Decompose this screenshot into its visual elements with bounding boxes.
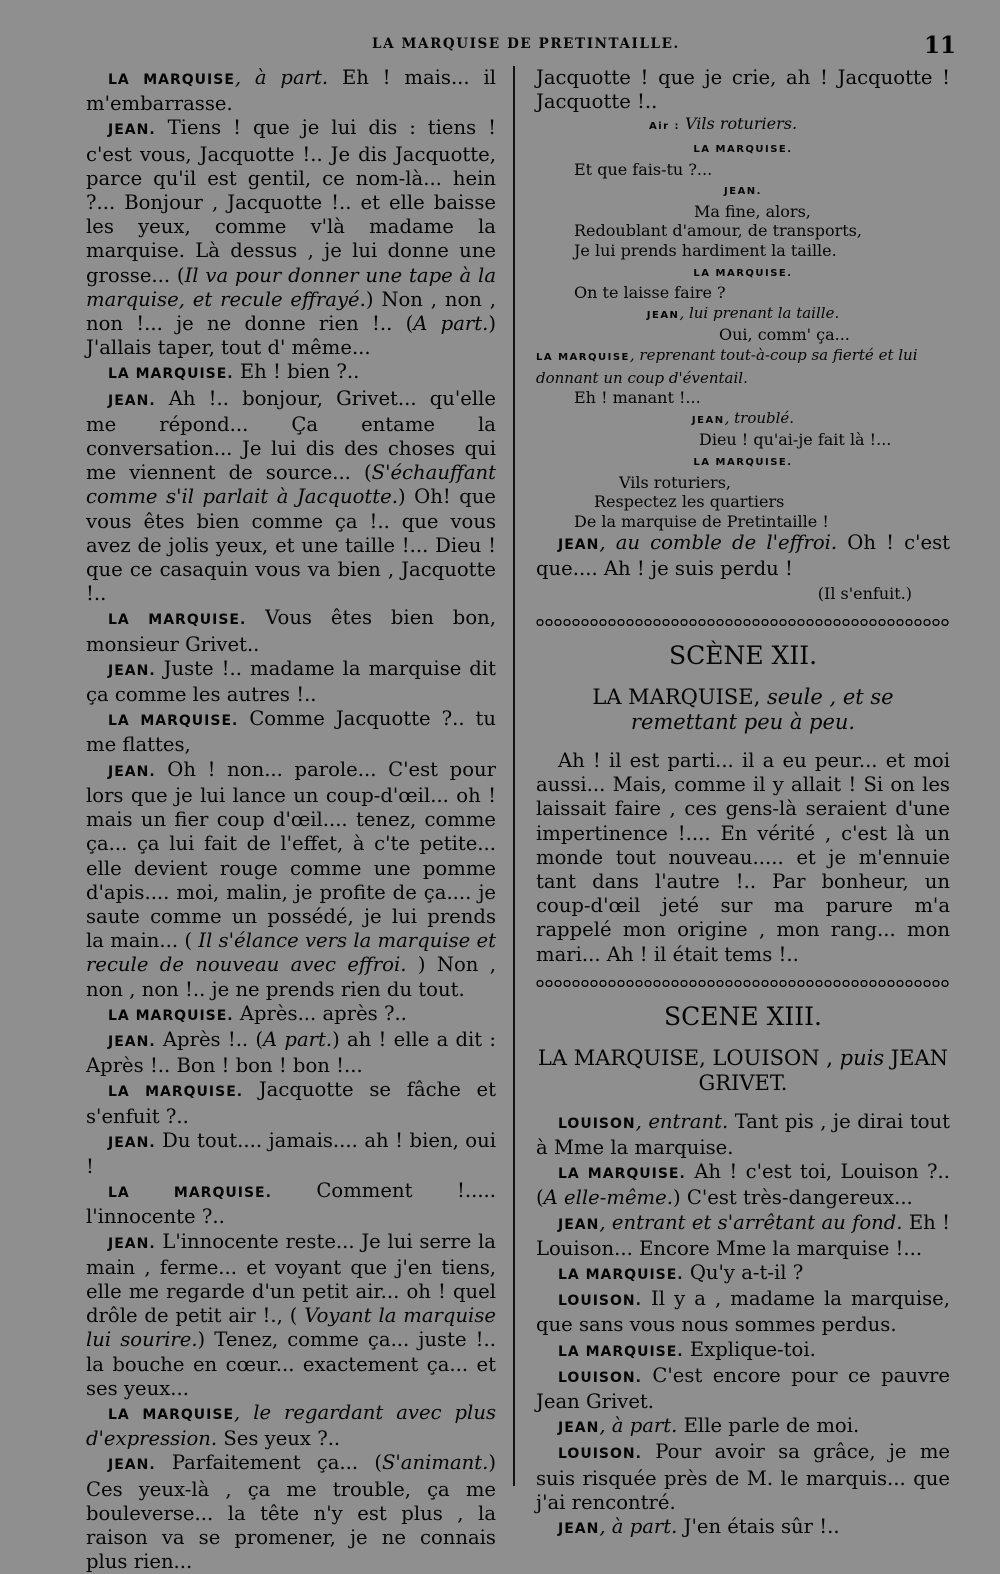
speech-text: Il y a , madame la marquise, que sans vous nous sommes perdus. [536,1287,950,1337]
song-line: Je lui prends hardiment la taille. [574,240,837,260]
speaker-name: LOUISON. [558,1293,642,1310]
speech-text: Eh ! bien ?.. [233,360,360,384]
speech-text: Vous êtes bien bon, monsieur Grivet.. [86,606,496,656]
speech-text: Ah !.. bonjour, Grivet... qu'elle me répond... Ça entame la conversation... Je lui dis des choses qui me viennent de source... ( [86,386,496,485]
ornament-divider [536,979,950,988]
stage-direction: , à part. [599,1514,678,1538]
speech-text: Ses yeux ?.. [217,1427,341,1451]
speech-text: Du tout.... jamais.... ah ! bien, oui ! [86,1128,496,1178]
speech-text: Parfaitement ça... ( [155,1451,382,1475]
speech-text: Tiens ! que je lui dis : tiens ! c'est vous, Jacquotte !.. Je dis Jacquotte, parce qu'il est gentil, ce nom-là... hein ?... Bonjour , Jacquotte !.. et elle baisse les yeux, comme v'là madame la marquise. Là dessus , je lui donne une grosse... ( [86,116,496,287]
scene-cast [536,685,950,735]
song-speaker [536,261,950,284]
song-speaker [536,303,950,326]
song-line: On te laisse faire ? [574,283,726,303]
speech-text: Eh ! Louison... Encore Mme la marquise !... [536,1210,950,1260]
speaker-name: LA MARQUISE. [108,1185,272,1202]
speaker-name: LA MARQUISE. [693,144,793,155]
speech-text: Eh ! mais... il m'embarrasse. [86,66,496,116]
speech-text: ) Non , non , non !.. je ne prends rien du tout. [86,953,496,1001]
speech-text: L'innocente reste... Je lui serre la main , ferme... et voyant que j'en tiens, elle me regarde d'un petit air... oh ! quel drôle de petit air !., ( [86,1229,496,1328]
stage-direction: S'échauffant comme s'il parlait à Jacquotte. [86,461,496,509]
speech-text: Pour avoir sa grâce, je me suis risquée près de M. le marquis... que j'ai rencontré. [536,1440,950,1514]
song-speaker [536,450,950,473]
speaker-name: JEAN. [108,1134,156,1151]
speech-text: Explique-toi. [683,1337,816,1361]
speech-text: Tant pis , je dirai tout à Mme la marquise. [536,1109,950,1159]
speaker-name: JEAN. [108,122,156,139]
speaker-name: JEAN. [724,186,762,198]
speaker-name: LOUISON. [558,1369,642,1386]
song-line: Vils roturiers, [619,472,731,492]
speech-text: C'est encore pour ce pauvre Jean Grivet. [536,1363,950,1413]
stage-direction: A part. [413,312,489,336]
speech-text: Jacquotte se fâche et s'enfuit ?.. [86,1078,497,1128]
song-line: Redoublant d'amour, de transports, [574,221,862,241]
running-title: LA MARQUISE DE PRETINTAILLE. [372,36,680,52]
speech [86,1002,496,1028]
song-air [496,114,950,137]
song-line: Et que fais-tu ?... [574,159,713,179]
speech [536,1211,950,1261]
song-line: Eh ! manant !... [574,388,701,408]
scene-title: SCENE XIII. [664,1001,822,1031]
right-column [536,66,950,1541]
speech [86,1129,496,1179]
exit-direction: (Il s'enfuit.) [817,583,912,603]
speaker-name: LA MARQUISE [536,351,630,363]
speech [86,1230,496,1401]
stage-direction: , à part. [599,1414,678,1438]
speaker-name: JEAN [558,1420,600,1437]
speaker-name: JEAN. [108,392,156,409]
speech-text: ) ah ! elle a dit : Après !.. Bon ! bon ! bon !... [86,1027,496,1078]
speech [86,1179,496,1229]
stage-direction: S'animant. [381,1451,489,1475]
cast-names: JEAN GRIVET. [698,1045,949,1095]
speech [536,1364,950,1414]
song-air-label: Air : [648,121,686,133]
speech [86,657,496,707]
cast-names: LA MARQUISE, LOUISON , [537,1045,833,1070]
stage-direction: A part. [263,1027,333,1051]
song-speaker [536,345,950,388]
speech [536,1338,950,1364]
speech [86,1078,496,1128]
speaker-name: LA MARQUISE. [108,713,239,730]
song-block [536,114,950,531]
left-column [86,66,496,1574]
speaker-name: JEAN [691,414,725,426]
stage-direction: , reprenant tout-à-coup sa fierté et lui donnant un coup d'éventail. [536,345,918,387]
speech [86,360,496,386]
speech [86,387,496,607]
stage-direction: Il va pour donner une tape à la marquise, et recule effrayé. [86,263,496,311]
speech-text: Après !.. ( [155,1027,264,1051]
stage-direction: , lui prenant la taille. [679,303,840,322]
song-air-title: Vils roturiers. [685,114,798,134]
speaker-name: LA MARQUISE. [108,366,234,383]
song-line: Dieu ! qu'ai-je fait là !... [699,430,892,450]
song-line: Respectez les quartiers [594,492,785,512]
page-number: 11 [924,32,957,59]
scene-title: SCÈNE XII. [668,640,818,670]
speaker-name: JEAN. [108,662,156,679]
speaker-name: LA MARQUISE. [108,1007,234,1024]
song-speaker [536,179,950,202]
speech [86,116,496,360]
stage-direction: , troublé. [724,408,795,427]
speech [536,1287,950,1337]
column-divider [513,66,515,1486]
song-speaker [536,408,950,431]
speech-text: Qu'y a-t-il ? [683,1260,804,1284]
speaker-name: LA MARQUISE. [558,1343,684,1360]
speech [536,1110,950,1160]
speech [536,1515,950,1541]
speaker-name: JEAN. [108,1033,156,1050]
speech-text: Oh ! non... parole... C'est pour lors que je lui lance un coup-d'œil... oh ! mais un fier coup d'œil.... tenez, comme ça... ça lui fait de l'effet, à c'te petite... elle devient rouge comme une pomme d'apis.... moi, malin, je profite de ça.... je saute comme un possédé, je lui prends la main... ( [86,757,496,953]
speech-text: ) J'allais taper, tout d' même... [86,312,497,360]
speech [536,1261,950,1287]
speech-text: Ah ! c'est toi, Louison ?.. ( [536,1160,950,1210]
speech [86,1401,496,1451]
speech-text: J'en étais sûr !.. [677,1514,840,1538]
speech [536,1440,950,1515]
speaker-name: LA MARQUISE [108,72,235,88]
speaker-name: LOUISON [558,1115,636,1132]
speaker-name: JEAN. [108,1457,156,1474]
speaker-name: JEAN [558,1520,600,1537]
speech-text: Après... après ?.. [233,1001,407,1025]
stage-direction: , au comble de l'effroi. [599,531,838,555]
speech-text: ) Non , non , non !... je ne donne rien !.. ( [86,287,496,336]
song-line: Ma fine, alors, [694,201,811,221]
stage-direction: puis [832,1045,891,1070]
speech-text: Juste !.. madame la marquise dit ça comme les autres !.. [86,656,496,707]
monologue: Ah ! il est parti... il a eu peur... et moi aussi... Mais, comme il y allait ! Si on les laissait faire , ces gens-là seraient d'une impertinence !.... En vérité , c'est là un monde tout nouveau..... et je m'ennuie tant dans l'autre !.. Par bonheur, un coup-d'œil jeté sur ma parure m'a rappelé mon origine , mon rang... mon mari... Ah ! il était tems !.. [536,748,950,966]
speech [536,531,950,581]
stage-direction: , à part. [234,66,329,89]
stage-direction: , entrant et s'arrêtant au fond. [599,1210,903,1234]
speaker-name: JEAN [646,309,680,321]
speaker-name: JEAN. [108,1235,156,1252]
page-header [0,32,1000,59]
speech [536,1160,950,1210]
speaker-name: LA MARQUISE. [108,1084,244,1101]
speech-text: ) Oh! que vous êtes bien comme ça !.. que vous avez de jolis yeux, et une taille !... Dieu ! que ce casaquin vous va bien , Jacquotte !.. [86,485,496,606]
stage-direction: Voyant la marquise lui sourire. [86,1304,496,1352]
stage-direction: seule , et se remettant peu à peu. [630,684,894,734]
speech: Jacquotte ! que je crie, ah ! Jacquotte ! Jacquotte !.. [536,66,950,114]
speech-text: Comme Jacquotte ?.. tu me flattes, [86,707,496,757]
stage-direction: , le regardant avec plus d'expression. [86,1400,496,1451]
cast-names: LA MARQUISE, [592,684,761,709]
speaker-name: LOUISON. [558,1446,642,1463]
speaker-name: LA MARQUISE. [558,1266,684,1283]
speaker-name: JEAN. [108,763,156,780]
speech-text: Oh ! c'est que.... Ah ! je suis perdu ! [536,531,950,581]
speech-text: ) C'est très-dangereux... [672,1186,913,1210]
speech [86,66,496,116]
speech [86,606,496,656]
speech-text: Comment !..... l'innocente ?.. [86,1179,497,1229]
speech [86,758,496,1002]
stage-direction: Il s'élance vers la marquise et recule de nouveau avec effroi. [86,929,496,977]
speech-text: ) Tenez, comme ça... juste !.. la bouche en cœur... exactement ça... et ses yeux... [86,1328,496,1400]
stage-direction: A elle-même. [543,1186,673,1210]
speaker-name: LA MARQUISE. [558,1166,686,1183]
speech [536,1414,950,1440]
stage-direction: , entrant. [635,1109,729,1133]
speech [86,707,496,757]
speaker-name: LA MARQUISE. [693,267,793,279]
speaker-name: LA MARQUISE. [108,612,247,629]
speaker-name: LA MARQUISE [108,1406,235,1423]
speech [86,1451,496,1574]
speech [86,1028,496,1078]
speaker-name: LA MARQUISE. [693,456,793,468]
speech-text: ) Ces yeux-là , ça me trouble, ça me bouleverse... la tête n'y est plus , la raison va se promener, je ne connais plus rien... [86,1451,496,1574]
song-speaker [536,137,950,160]
speaker-name: JEAN [558,1216,600,1233]
song-line: De la marquise de Pretintaille ! [574,511,829,531]
song-line: Oui, comm' ça... [719,325,850,345]
ornament-divider [536,618,950,627]
speaker-name: JEAN [558,537,600,554]
scene-cast [536,1046,950,1096]
speech-text: Elle parle de moi. [677,1414,860,1438]
